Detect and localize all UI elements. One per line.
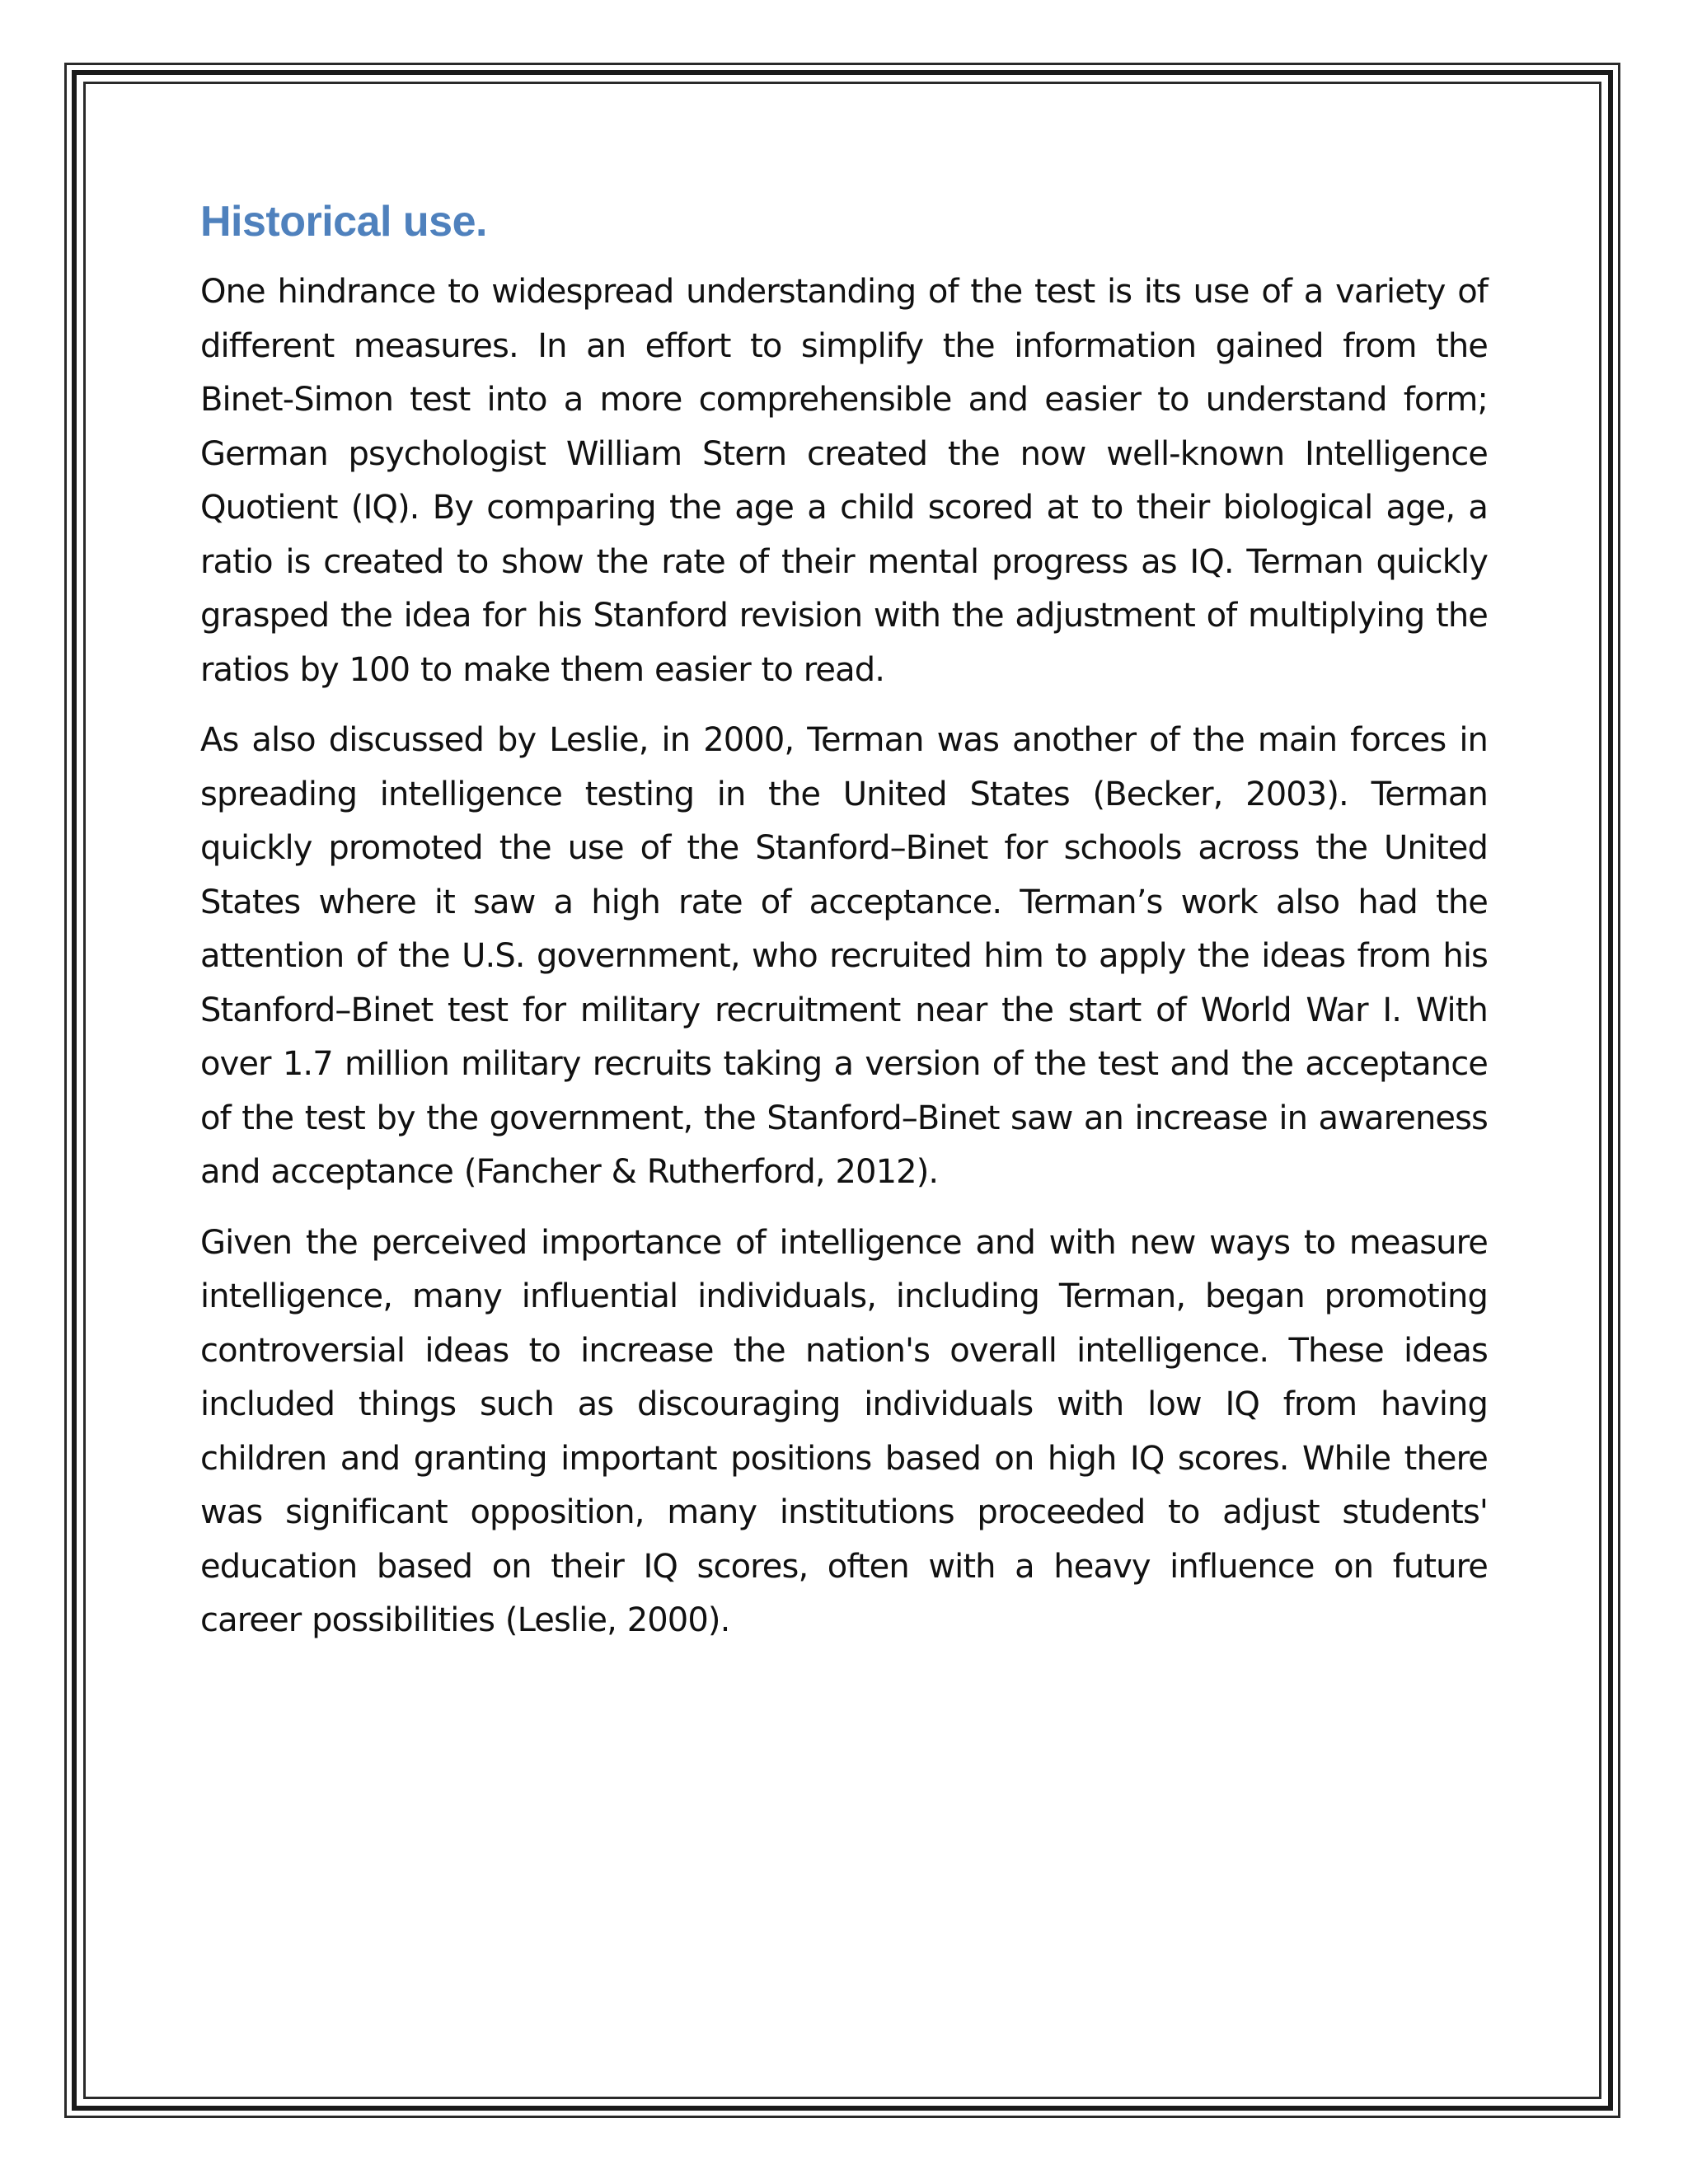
paragraph-1: One hindrance to widespread understanding of the test is its use of a variety of different measures. In an effort to simplify the information gained from the Binet-Simon test into a more comprehensible and easier to understand form; German psychologist William Stern created the now well-known Intelligence Quotient (IQ). By comparing the age a child scored at to their biological age, a ratio is created to show the rate of their mental progress as IQ. Terman quickly grasped the idea for his Stanford revision with the adjustment of multiplying the ratios by 100 to make them easier to read. <box>200 273 1488 689</box>
paragraph-3: Given the perceived importance of intelligence and with new ways to measure intelligence, many influential individuals, including Terman, began promoting controversial ideas to increase the nation's overall intelligence. These ideas included things such as discouraging individuals with low IQ from having children and granting important positions based on high IQ scores. While there was significant opposition, many institutions proceeded to adjust students' education based on their IQ scores, often with a heavy influence on future career possibilities (Leslie, 2000). <box>200 1223 1488 1640</box>
paragraph-2: As also discussed by Leslie, in 2000, Terman was another of the main forces in spreading intelligence testing in the United States (Becker, 2003). Terman quickly promoted the use of the Stanford–Binet for schools across the United States where it saw a high rate of acceptance. Terman’s work also had the attention of the U.S. government, who recruited him to apply the ideas from his Stanford–Binet test for military recruitment near the start of World War I. With over 1.7 million military recruits taking a version of the test and the acceptance of the test by the government, the Stanford–Binet saw an increase in awareness and acceptance (Fancher & Rutherford, 2012). <box>200 721 1488 1192</box>
section-heading: Historical use. <box>200 198 487 246</box>
document-body <box>200 196 1488 1665</box>
